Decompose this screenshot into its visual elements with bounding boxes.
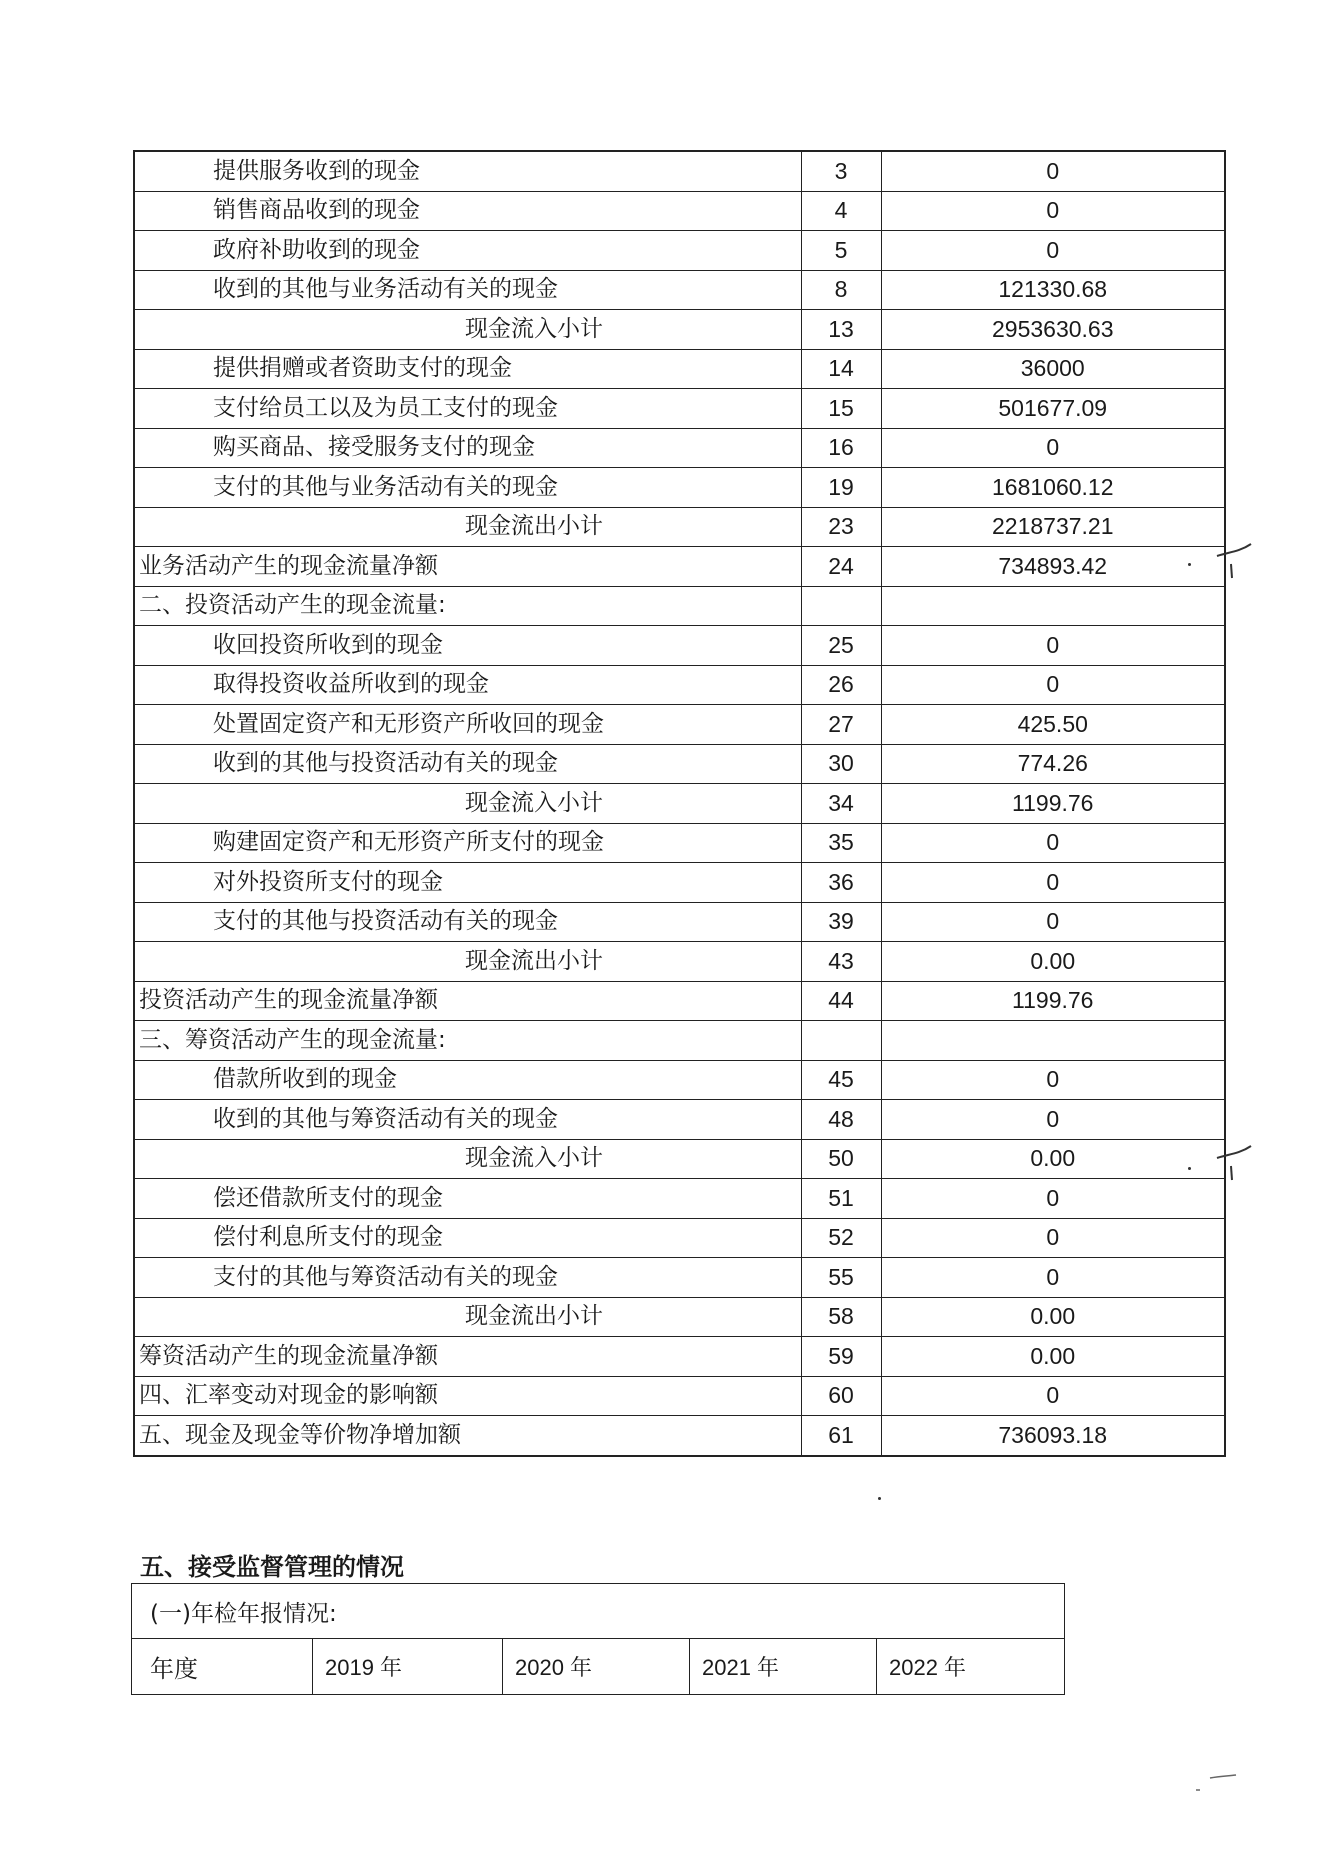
amount-cell: 0: [881, 1258, 1225, 1298]
item-cell: 偿付利息所支付的现金: [134, 1218, 801, 1258]
table-row: [134, 547, 1225, 587]
supervision-table: [131, 1583, 1065, 1695]
amount-cell: [881, 1021, 1225, 1061]
item-cell: 收到的其他与投资活动有关的现金: [134, 744, 801, 784]
amount-cell: 0: [881, 1100, 1225, 1140]
line-number-cell: 24: [801, 547, 881, 587]
line-number-cell: [801, 586, 881, 626]
item-cell: 投资活动产生的现金流量净额: [134, 981, 801, 1021]
amount-cell: 1199.76: [881, 784, 1225, 824]
table-row: [134, 1258, 1225, 1298]
pen-mark-upper: [1215, 538, 1255, 588]
line-number-cell: 26: [801, 665, 881, 705]
item-cell: 支付的其他与筹资活动有关的现金: [134, 1258, 801, 1298]
amount-cell: 1199.76: [881, 981, 1225, 1021]
table-row: [134, 468, 1225, 508]
year-row: [132, 1639, 1065, 1695]
amount-cell: 736093.18: [881, 1416, 1225, 1456]
cash-flow-table: [133, 150, 1226, 1457]
amount-cell: 2218737.21: [881, 507, 1225, 547]
amount-cell: 0.00: [881, 1297, 1225, 1337]
line-number-cell: 59: [801, 1337, 881, 1377]
table-row: [134, 310, 1225, 350]
amount-cell: 0: [881, 1179, 1225, 1219]
table-row: [134, 1139, 1225, 1179]
amount-cell: 501677.09: [881, 389, 1225, 429]
table-row: [134, 942, 1225, 982]
line-number-cell: 60: [801, 1376, 881, 1416]
line-number-cell: 44: [801, 981, 881, 1021]
amount-cell: 0.00: [881, 942, 1225, 982]
amount-cell: 774.26: [881, 744, 1225, 784]
item-cell: 偿还借款所支付的现金: [134, 1179, 801, 1219]
line-number-cell: 14: [801, 349, 881, 389]
line-number-cell: 8: [801, 270, 881, 310]
table-row: [134, 744, 1225, 784]
year-cell: 2021 年: [690, 1639, 877, 1695]
item-cell: 政府补助收到的现金: [134, 231, 801, 271]
line-number-cell: 48: [801, 1100, 881, 1140]
amount-cell: 0: [881, 1060, 1225, 1100]
item-cell: 业务活动产生的现金流量净额: [134, 547, 801, 587]
table-row: [134, 1337, 1225, 1377]
line-number-cell: 19: [801, 468, 881, 508]
table-row: [134, 428, 1225, 468]
line-number-cell: 35: [801, 823, 881, 863]
line-number-cell: 23: [801, 507, 881, 547]
amount-cell: 2953630.63: [881, 310, 1225, 350]
table-row: [134, 586, 1225, 626]
amount-cell: 0: [881, 151, 1225, 191]
annual-inspection-label: (一)年检年报情况:: [132, 1584, 1065, 1639]
item-cell: 提供服务收到的现金: [134, 151, 801, 191]
amount-cell: 36000: [881, 349, 1225, 389]
line-number-cell: 39: [801, 902, 881, 942]
line-number-cell: 34: [801, 784, 881, 824]
cash-flow-table-body: [134, 151, 1225, 1456]
amount-cell: 425.50: [881, 705, 1225, 745]
item-cell: 收到的其他与筹资活动有关的现金: [134, 1100, 801, 1140]
item-cell: 现金流出小计: [134, 507, 801, 547]
table-row: [134, 151, 1225, 191]
table-row: [134, 191, 1225, 231]
line-number-cell: 55: [801, 1258, 881, 1298]
item-cell: 提供捐赠或者资助支付的现金: [134, 349, 801, 389]
amount-cell: 0: [881, 428, 1225, 468]
table-row: [134, 349, 1225, 389]
amount-cell: 0: [881, 191, 1225, 231]
item-cell: 支付给员工以及为员工支付的现金: [134, 389, 801, 429]
amount-cell: 734893.42: [881, 547, 1225, 587]
item-cell: 购建固定资产和无形资产所支付的现金: [134, 823, 801, 863]
table-row: [134, 981, 1225, 1021]
amount-cell: 0: [881, 626, 1225, 666]
amount-cell: 0: [881, 231, 1225, 271]
table-row: [134, 823, 1225, 863]
table-row: [134, 665, 1225, 705]
amount-cell: 0.00: [881, 1337, 1225, 1377]
item-cell: 筹资活动产生的现金流量净额: [134, 1337, 801, 1377]
item-cell: 对外投资所支付的现金: [134, 863, 801, 903]
item-cell: 处置固定资产和无形资产所收回的现金: [134, 705, 801, 745]
pen-mark-lower: [1215, 1140, 1255, 1190]
annual-inspection-row: [132, 1584, 1065, 1639]
line-number-cell: 43: [801, 942, 881, 982]
item-cell: 三、筹资活动产生的现金流量:: [134, 1021, 801, 1061]
amount-cell: 0: [881, 1218, 1225, 1258]
item-cell: 取得投资收益所收到的现金: [134, 665, 801, 705]
table-row: [134, 902, 1225, 942]
year-cell: 2020 年: [503, 1639, 690, 1695]
line-number-cell: 58: [801, 1297, 881, 1337]
item-cell: 四、汇率变动对现金的影响额: [134, 1376, 801, 1416]
item-cell: 支付的其他与业务活动有关的现金: [134, 468, 801, 508]
table-row: [134, 270, 1225, 310]
table-row: [134, 1297, 1225, 1337]
table-row: [134, 626, 1225, 666]
line-number-cell: 36: [801, 863, 881, 903]
amount-cell: 0: [881, 902, 1225, 942]
item-cell: 收到的其他与业务活动有关的现金: [134, 270, 801, 310]
line-number-cell: 15: [801, 389, 881, 429]
line-number-cell: 25: [801, 626, 881, 666]
table-row: [134, 1218, 1225, 1258]
table-row: [134, 705, 1225, 745]
item-cell: 五、现金及现金等价物净增加额: [134, 1416, 801, 1456]
table-row: [134, 1060, 1225, 1100]
item-cell: 二、投资活动产生的现金流量:: [134, 586, 801, 626]
item-cell: 现金流入小计: [134, 310, 801, 350]
year-cell: 2022 年: [877, 1639, 1065, 1695]
amount-cell: [881, 586, 1225, 626]
line-number-cell: 45: [801, 1060, 881, 1100]
section-title: 五、接受监督管理的情况: [140, 1553, 404, 1581]
speck: [878, 1497, 881, 1500]
amount-cell: 121330.68: [881, 270, 1225, 310]
item-cell: 现金流出小计: [134, 1297, 801, 1337]
year-cell: 2019 年: [313, 1639, 503, 1695]
amount-cell: 0: [881, 823, 1225, 863]
line-number-cell: 5: [801, 231, 881, 271]
line-number-cell: 27: [801, 705, 881, 745]
line-number-cell: 51: [801, 1179, 881, 1219]
item-cell: 支付的其他与投资活动有关的现金: [134, 902, 801, 942]
table-row: [134, 863, 1225, 903]
line-number-cell: 13: [801, 310, 881, 350]
speck: [1188, 1167, 1191, 1170]
item-cell: 现金流入小计: [134, 784, 801, 824]
table-row: [134, 1021, 1225, 1061]
item-cell: 销售商品收到的现金: [134, 191, 801, 231]
amount-cell: 0: [881, 1376, 1225, 1416]
table-row: [134, 1179, 1225, 1219]
table-row: [134, 784, 1225, 824]
amount-cell: 0: [881, 665, 1225, 705]
item-cell: 借款所收到的现金: [134, 1060, 801, 1100]
line-number-cell: [801, 1021, 881, 1061]
speck: [1188, 563, 1191, 566]
line-number-cell: 52: [801, 1218, 881, 1258]
item-cell: 购买商品、接受服务支付的现金: [134, 428, 801, 468]
item-cell: 现金流出小计: [134, 942, 801, 982]
table-row: [134, 231, 1225, 271]
item-cell: 收回投资所收到的现金: [134, 626, 801, 666]
table-row: [134, 1376, 1225, 1416]
amount-cell: 1681060.12: [881, 468, 1225, 508]
line-number-cell: 3: [801, 151, 881, 191]
table-row: [134, 389, 1225, 429]
line-number-cell: 4: [801, 191, 881, 231]
table-row: [134, 507, 1225, 547]
year-header-cell: 年度: [132, 1639, 313, 1695]
line-number-cell: 16: [801, 428, 881, 468]
line-number-cell: 30: [801, 744, 881, 784]
line-number-cell: 61: [801, 1416, 881, 1456]
table-row: [134, 1416, 1225, 1456]
item-cell: 现金流入小计: [134, 1139, 801, 1179]
amount-cell: 0.00: [881, 1139, 1225, 1179]
line-number-cell: 50: [801, 1139, 881, 1179]
table-row: [134, 1100, 1225, 1140]
pen-mark-bottom: [1190, 1770, 1240, 1800]
amount-cell: 0: [881, 863, 1225, 903]
